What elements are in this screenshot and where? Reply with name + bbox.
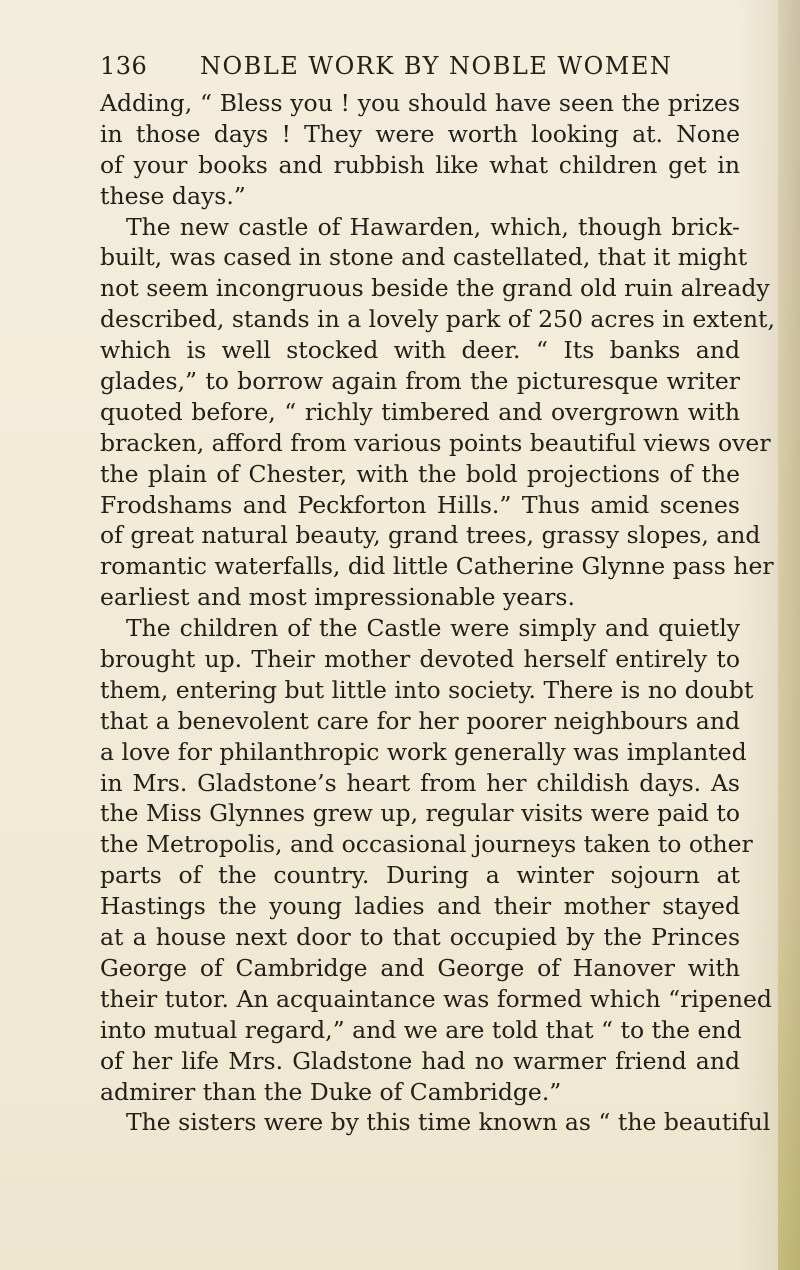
text-line: which is well stocked with deer. “ Its banks and [100, 336, 740, 365]
text-line: earliest and most impressionable years. [100, 583, 575, 612]
text-line: bracken, afford from various points beautiful views over [100, 428, 771, 457]
body-text [100, 88, 775, 1138]
text-line: described, stands in a lovely park of 250 acres in extent, [100, 305, 775, 334]
text-line: Frodshams and Peckforton Hills.” Thus amid scenes [100, 490, 740, 519]
text-line: George of Cambridge and George of Hanover with [100, 953, 740, 982]
text-line: romantic waterfalls, did little Catherine Glynne pass her [100, 552, 774, 581]
text-line: into mutual regard,” and we are told that “ to the end [100, 1015, 742, 1044]
text-line: of her life Mrs. Gladstone had no warmer friend and [100, 1046, 740, 1075]
page-number: 136 [100, 52, 148, 80]
text-line: a love for philanthropic work generally was implanted [100, 737, 747, 766]
text-line: the Metropolis, and occasional journeys taken to other [100, 830, 753, 859]
text-line: in Mrs. Gladstone’s heart from her childish days. As [100, 768, 740, 797]
text-line: Adding, “ Bless you ! you should have seen the prizes [100, 89, 740, 117]
text-line: of your books and rubbish like what children get in [100, 150, 740, 179]
text-line: at a house next door to that occupied by the Princes [100, 923, 740, 952]
text-line: The new castle of Hawarden, which, though brick- [126, 212, 740, 241]
text-line: The children of the Castle were simply and quietly [126, 614, 740, 643]
text-line: glades,” to borrow again from the picturesque writer [100, 367, 740, 396]
text-line: of great natural beauty, grand trees, grassy slopes, and [100, 521, 761, 550]
text-line: admirer than the Duke of Cambridge.” [100, 1077, 562, 1106]
text-line: the Miss Glynnes grew up, regular visits were paid to [100, 799, 740, 828]
text-line: in those days ! They were worth looking at. None [100, 119, 740, 148]
text-line: the plain of Chester, with the bold projections of the [100, 459, 740, 488]
text-line: quoted before, “ richly timbered and overgrown with [100, 397, 740, 426]
page-title: NOBLE WORK BY NOBLE WOMEN [200, 52, 673, 80]
page-edge-stain [778, 0, 800, 1270]
text-line: that a benevolent care for her poorer neighbours and [100, 706, 740, 735]
running-head [100, 52, 740, 86]
text-line: them, entering but little into society. There is no doubt [100, 675, 754, 704]
text-line: their tutor. An acquaintance was formed which “ripened [100, 984, 772, 1013]
text-line: not seem incongruous beside the grand old ruin already [100, 274, 770, 303]
text-line: The sisters were by this time known as “ the beautiful [126, 1108, 771, 1137]
text-line: Hastings the young ladies and their mother stayed [100, 892, 740, 921]
text-line: built, was cased in stone and castellated, that it might [100, 243, 748, 272]
text-line: parts of the country. During a winter sojourn at [100, 861, 740, 890]
text-line: brought up. Their mother devoted herself entirely to [100, 645, 740, 674]
text-line: these days.” [100, 181, 246, 210]
